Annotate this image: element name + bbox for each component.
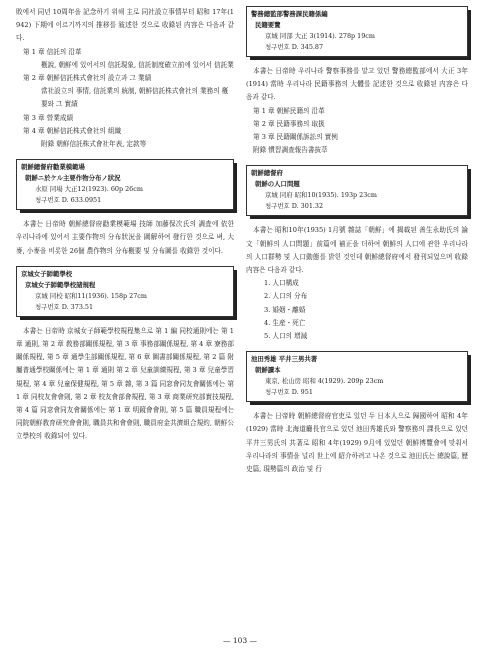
entry-description: 本書는 昭和10年(1935) 1月號 雜誌「朝鮮」에 揭載된 善生永助氏의 論文「朝鮮의 人口問題」前篇에 補正을 더하여 朝鮮의 人口에 관한 우리나라의 人口群勢 및 人口動態를 밝힌 것인데 朝鮮總督府에서 發刊되었으며 收錄内容은 다음과 같다. bbox=[246, 226, 468, 275]
entry-call-number: 청구번호 D. 951 bbox=[265, 388, 313, 397]
catalog-entry-box bbox=[16, 266, 234, 317]
intro-paragraph: 敗에서 同년 10周年을 記念하기 위해 主로 同社設立事情부터 昭和 17年(1942) 下期에 이르기까지의 推移를 敍述한 것으로 收錄된 内容은 다음과 같다. bbox=[16, 8, 234, 43]
catalog-entry-box bbox=[246, 351, 468, 402]
list-item: 1. 人口構成 bbox=[264, 279, 299, 288]
entry-author: 池田秀雄 平井三男共著 bbox=[251, 355, 318, 364]
page-number: — 103 — bbox=[222, 636, 258, 645]
entry-author: 朝鮮總督府 bbox=[251, 169, 283, 178]
entry-description: 本書는 日帝時 朝鮮總督府官吏로 있던 두 日本人으로 歸國하여 昭和 4年(1929) 當時 北海道廳長官으로 있던 池田秀雄氏와 警察務의 課長으로 있던 平井三男氏의 共著로 昭和 4年(1929) 9月에 있었던 朝鮮博覽會에 맞춰서 우리나라의 事情을 널리 世上에 紹介하려고 나온 것으로 池田氏는 總說篇, 歷史篇, 現勢篇의 政治 및 行 bbox=[246, 412, 468, 474]
toc-entry: 第 4 章 朝鮮信託株式會社의 組織 bbox=[23, 126, 122, 135]
catalog-entry-box bbox=[246, 165, 468, 216]
list-item: 4. 生産・死亡 bbox=[264, 318, 306, 327]
entry-description: 本書는 日帝時 朝鮮總督府勸業模範場 技師 加藤保次氏의 調査에 依한 우리나라에 있어서 主要作物의 分布狀況을 圖解하여 發行한 것으로 벼, 大麥, 小麥을 비롯한 26個 農作物의 分布槪要 및 分布圖를 收錄한 것이다. bbox=[16, 220, 234, 255]
topic-list bbox=[246, 277, 468, 343]
left-column bbox=[16, 6, 234, 444]
toc-entry: 第 2 章 民籍事務의 取扱 bbox=[253, 119, 325, 128]
catalog-entry-box bbox=[16, 159, 234, 210]
entry-description: 本書는 日帝時 京城女子師範學校規程集으로 第 1 編 同校通則에는 第 1 章 通則, 第 2 章 敎務部關係規程, 第 3 章 事務部關係規程, 第 4 章 寮務部關係規程, 第 5 章 通學生部關係規程, 第 6 章 圖書部關係規程, 第 2 篇 附屬普通學校關係에는 第 1 章 通則 第 2 章 兒童訓練規程, 第 3 章 兒童學習規程, 第 4 章 兒童保健規程, 第 5 章 雜, 第 3 篇 同窓會同友會關係에는 第 1 章 同校友會會則, 第 2 章 校友會部會規程, 第 3 章 商業研究部實技規程, 第 4 篇 同窓會同友會關係에는 第 1 章 明鏡會會則, 第 5 篇 職員規程에는 同院朝鮮敎育研究會會則, 職員共和會會則, 職員府金共濟組合規約, 朝鮮公立學校의 收錄되어 있다. bbox=[16, 326, 234, 441]
toc-subentry: 當社設立의 事情, 信託業의 統制, 朝鮮信託株式會社의 業務의 槪要와 그 實績 bbox=[41, 87, 229, 109]
entry-title: 朝鮮ニ於ケル主要作物分布ノ狀況 bbox=[25, 174, 121, 183]
entry-call-number: 청구번호 D. 373.51 bbox=[35, 302, 94, 311]
entry-publication: 京城 同府 昭和10(1935). 193p 23cm bbox=[265, 191, 377, 200]
entry-call-number: 청구번호 D. 633.0951 bbox=[35, 196, 102, 205]
toc-entry: 第 1 章 朝鮮民籍의 沿革 bbox=[253, 106, 325, 115]
toc-entry: 第 3 章 民籍關係訴訟의 實例 bbox=[253, 133, 338, 142]
right-column bbox=[246, 6, 468, 476]
entry-description: 本書는 日帝時 우리나라 警察事務를 맡고 있던 警務總監部에서 大正 3年(1914) 當時 우리나라 民籍事務의 大體를 記述한 것으로 收錄된 内容은 다음과 같다. bbox=[246, 67, 468, 102]
entry-publication: 京城 同部 大正 3(1914). 278p 19cm bbox=[265, 32, 375, 40]
toc-subentry: 附錄 朝鮮信託株式會社年表, 定款等 bbox=[41, 140, 147, 149]
table-of-contents bbox=[16, 46, 234, 152]
list-item: 2. 人口의 分布 bbox=[264, 292, 308, 301]
toc-subentry: 槪說, 朝鮮에 있어서의 信託現象, 信託制度確立前에 있어서 信託業 bbox=[41, 60, 234, 69]
entry-author: 警務總監部警務課民籍係編 bbox=[251, 10, 328, 18]
toc-entry: 第 3 章 營業成績 bbox=[23, 113, 74, 122]
table-of-contents bbox=[246, 105, 468, 158]
entry-call-number: 청구번호 D. 301.32 bbox=[265, 202, 324, 211]
entry-publication: 京城 同校 昭和11(1936). 158p 27cm bbox=[35, 291, 147, 300]
entry-title: 京城女子師範學校諸規程 bbox=[25, 280, 96, 289]
entry-publication: 水原 同場 大正12(1923). 60p 26cm bbox=[35, 185, 143, 194]
entry-title: 朝鮮の人口問題 bbox=[255, 180, 300, 189]
entry-author: 京城女子師範學校 bbox=[21, 269, 73, 278]
toc-entry: 附錄 慣習調查報告書抜萃 bbox=[253, 146, 328, 155]
entry-author: 朝鮮總督府勸業模範場 bbox=[21, 163, 85, 172]
toc-entry: 第 2 章 朝鮮信託株式會社의 設立과 그 業績 bbox=[23, 74, 152, 83]
entry-publication: 東京, 松山房 昭和 4(1929). 209p 23cm bbox=[265, 377, 384, 386]
list-item: 5. 人口의 增減 bbox=[264, 332, 308, 341]
list-item: 3. 婚姻・離婚 bbox=[264, 305, 306, 314]
toc-entry: 第 1 章 信託의 沿革 bbox=[23, 47, 82, 56]
entry-title: 民籍要覽 bbox=[255, 21, 281, 29]
entry-call-number: 청구번호 D. 345.87 bbox=[265, 43, 324, 51]
catalog-entry-box bbox=[246, 6, 468, 57]
entry-title: 朝鮮讀本 bbox=[255, 366, 281, 375]
